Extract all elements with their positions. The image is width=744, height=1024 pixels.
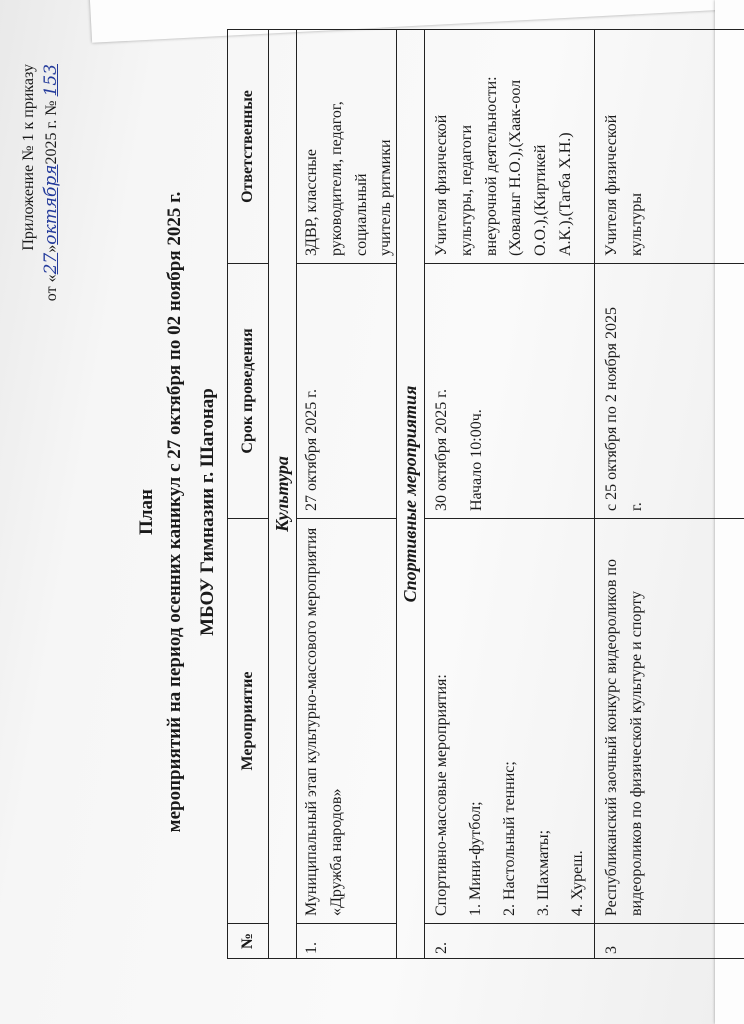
row-3-responsible-line: Учителя физической xyxy=(603,114,620,256)
order-year: 2025 г. № xyxy=(43,100,61,165)
row-2-event-line: 2. Настольный теннис; xyxy=(501,761,518,916)
plan-title: План xyxy=(136,489,157,535)
row-1-event-line: Муниципальный этап культурно-массового мероприятия xyxy=(303,527,320,916)
row-2-event-line: 3. Шахматы; xyxy=(535,829,552,916)
header-num: № xyxy=(239,932,256,950)
table-line xyxy=(424,263,744,264)
row-2-responsible-line: культуры, педагоги xyxy=(457,124,475,256)
row-3-responsible xyxy=(600,34,650,256)
table-line xyxy=(268,29,269,959)
row-1-dates xyxy=(300,267,325,511)
order-day-handwritten: 27 xyxy=(41,252,62,275)
section-sport: Спортивные мероприятия xyxy=(400,385,420,603)
row-2-responsible-line: Учителя физической xyxy=(433,114,450,256)
table-line xyxy=(296,923,396,924)
table-line xyxy=(227,29,744,30)
row-1-num: 1. xyxy=(303,942,320,954)
row-2-dates-line: 30 октября 2025 г. xyxy=(433,389,450,511)
row-1-responsible-line: ЗДВР, классные xyxy=(303,149,320,256)
row-1-responsible xyxy=(300,34,399,256)
row-3-event-line: видеороликов по физической культуре и спорту xyxy=(627,591,645,916)
row-3-responsible-line: культуры xyxy=(627,192,645,256)
table-line xyxy=(227,29,228,959)
row-1-responsible-line: социальный xyxy=(352,173,370,256)
row-2-responsible-line: А.К.),(Тагба Х.Н.) xyxy=(556,132,574,256)
row-3-num: 3 xyxy=(603,946,620,954)
appendix-line: Приложение № 1 к приказу xyxy=(20,64,37,251)
row-2-event-line: 1. Мини-футбол; xyxy=(467,801,484,916)
table-line xyxy=(296,518,396,519)
row-1-event xyxy=(300,524,350,916)
table-line xyxy=(227,958,744,959)
header-responsible: Ответственные xyxy=(239,90,256,203)
table-line xyxy=(424,29,425,959)
row-3-dates xyxy=(600,267,650,511)
row-2-event-line: 4. Хуреш. xyxy=(569,850,586,916)
row-3-event-line: Республиканский заочный конкурс видеороликов по xyxy=(603,559,620,916)
row-2-responsible-line: (Ховалыг Н.О.),(Хаак-оол xyxy=(507,79,525,256)
row-2-event-line: Спортивно-массовые мероприятия: xyxy=(433,674,450,916)
table-line xyxy=(424,518,744,519)
row-2-dates-line: Начало 10:00ч. xyxy=(467,409,485,511)
row-2-dates xyxy=(430,267,490,511)
order-number-handwritten: 153 xyxy=(41,64,62,97)
row-2-responsible-line: О.О.),(Киртикей xyxy=(532,144,550,256)
row-1-event-line: «Дружба народов» xyxy=(327,788,345,916)
header-event: Мероприятие xyxy=(239,671,256,771)
row-3-dates-line: г. xyxy=(627,502,645,511)
section-culture: Культура xyxy=(272,456,292,532)
row-1-dates-line: 27 октября 2025 г. xyxy=(303,389,320,511)
row-2-responsible-line: внеурочной деятельности: xyxy=(482,76,500,256)
row-1-responsible-line: руководители, педагог, xyxy=(327,101,345,256)
row-2-num: 2. xyxy=(433,942,450,954)
table-line xyxy=(594,29,595,959)
table-line xyxy=(296,29,297,959)
header-dates: Срок проведения xyxy=(239,328,256,454)
table-line xyxy=(296,263,396,264)
order-date-mid: » xyxy=(43,244,61,253)
plan-subtitle: мероприятий на период осенних каникул с 27 октября по 02 ноября 2025 г. xyxy=(164,191,185,833)
order-month-handwritten: октября xyxy=(41,164,62,245)
table-line xyxy=(424,923,744,924)
row-2-responsible xyxy=(430,34,579,256)
row-1-responsible-line: учитель ритмики xyxy=(377,139,395,256)
row-3-dates-line: с 25 октября по 2 ноября 2025 xyxy=(603,307,620,511)
order-date-prefix: от « xyxy=(43,274,61,302)
row-2-event xyxy=(430,524,590,916)
row-3-event xyxy=(600,524,650,916)
school-name: МБОУ Гимназии г. Шагонар xyxy=(197,388,218,636)
